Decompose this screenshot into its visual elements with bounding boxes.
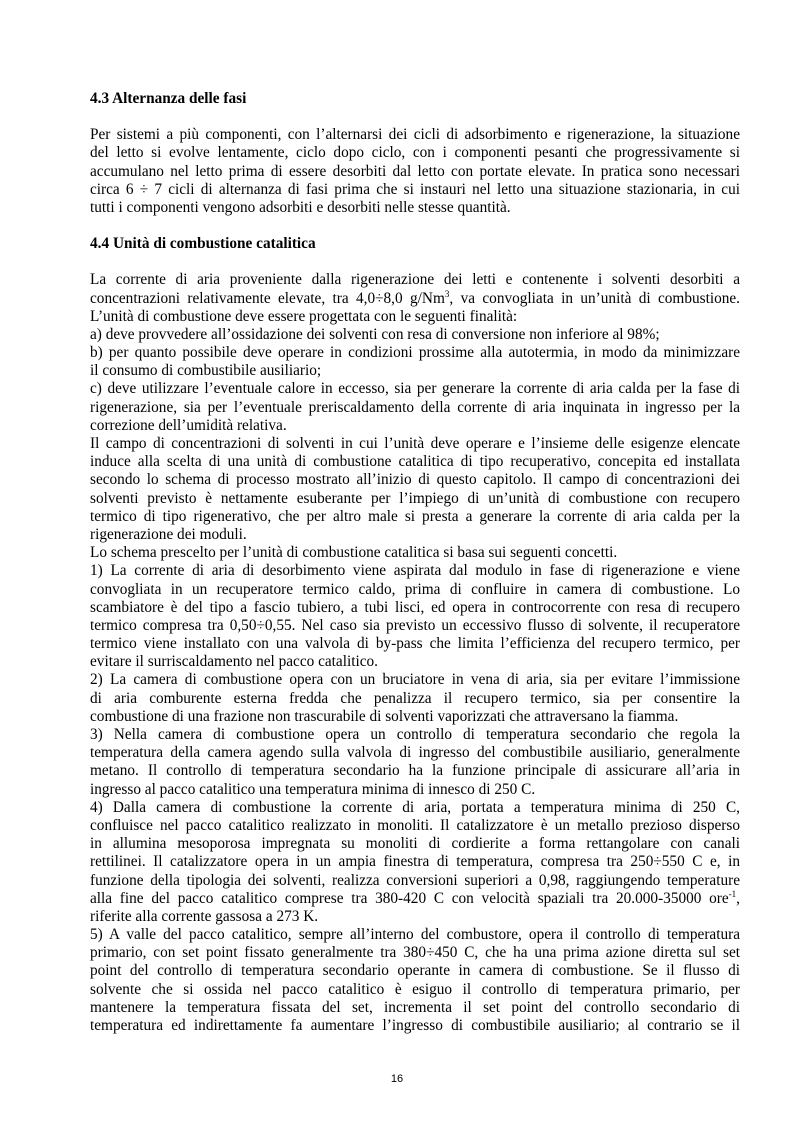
text-line: riferite alla corrente gassosa a 273 K. bbox=[90, 907, 319, 925]
text-line: di aria comburente esterna fredda che penalizza il recupero termico, sia per consentire la bbox=[90, 689, 740, 707]
text-line: 2) La camera di combustione opera con un bruciatore in vena di aria, sia per evitare l’immissione bbox=[90, 671, 740, 689]
text-line: b) per quanto possibile deve operare in condizioni prossime alla autotermia, in modo da minimizzare bbox=[90, 344, 740, 362]
text-line: mantenere la temperatura fissata del set, incrementa il set point del controllo secondario di bbox=[90, 998, 740, 1016]
text-line: termico compresa tra 0,50÷0,55. Nel caso sia previsto un eccessivo flusso di solvente, il recuperatore bbox=[90, 616, 740, 634]
text-line: funzione della tipologia dei solventi, realizza conversioni superiori a 0,98, raggiungendo temperature bbox=[90, 871, 740, 889]
text-line: tutti i componenti vengono adsorbiti e desorbiti nelle stesse quantità. bbox=[90, 198, 511, 216]
text-line: 5) A valle del pacco catalitico, sempre all’interno del combustore, opera il controllo di temperatura bbox=[90, 926, 740, 944]
text-line: correzione dell’umidità relativa. bbox=[90, 416, 287, 434]
text-line-space-velocity: alla fine del pacco catalitico comprese tra 380-420 C con velocità spaziali tra 20.000-35000 ore$^{-1}$, bbox=[90, 888, 740, 907]
text-line: convogliata in un recuperatore termico caldo, prima di confluire in camera di combustione. Lo bbox=[90, 580, 740, 598]
section-heading-4-3: 4.3 Alternanza delle fasi bbox=[90, 90, 247, 107]
text-line: Per sistemi a più componenti, con l’alternarsi dei cicli di adsorbimento e rigenerazione, la situazione bbox=[90, 126, 740, 144]
paragraph-combustione bbox=[90, 271, 740, 1035]
text-line: rettilinei. Il catalizzatore opera in un ampia finestra di temperatura, compresa tra 250÷550 C e, in bbox=[90, 853, 740, 871]
text-line: ingresso al pacco catalitico una temperatura minima di innesco di 250 C. bbox=[90, 780, 536, 798]
text-line: confluisce nel pacco catalitico realizzato in monoliti. Il catalizzatore è un metallo prezioso disperso bbox=[90, 816, 740, 834]
text-line: Lo schema prescelto per l’unità di combustione catalitica si basa sui seguenti concetti. bbox=[90, 544, 618, 562]
text-line: in allumina mesoporosa impregnata su monoliti di cordierite a forma rettangolare con canali bbox=[90, 835, 740, 853]
text-line: scambiatore è del tipo a fascio tubiero, a tubi lisci, ed opera in controcorrente con resa di recupero bbox=[90, 598, 740, 616]
text-line: termico di tipo rigenerativo, che per altro male si presta a generare la corrente di aria calda per la bbox=[90, 507, 740, 525]
text-line: 1) La corrente di aria di desorbimento viene aspirata dal modulo in fase di rigenerazione e viene bbox=[90, 562, 740, 580]
text-line-concentration: concentrazioni relativamente elevate, tra 4,0÷8,0 g/Nm$^3$, va convogliata in un’unità di combustione. bbox=[90, 288, 740, 307]
text-line: temperatura ed indirettamente fa aumentare l’ingresso di combustibile ausiliario; al contrario se il bbox=[90, 1017, 740, 1035]
text-line: temperatura della camera agendo sulla valvola di ingresso del combustibile ausiliario, generalmente bbox=[90, 744, 740, 762]
text-line: termico viene installato con una valvola di by-pass che limita l’efficienza del recupero termico, per bbox=[90, 635, 740, 653]
text-line: c) deve utilizzare l’eventuale calore in eccesso, sia per generare la corrente di aria calda per la fase di bbox=[90, 380, 740, 398]
paragraph-alternanza bbox=[90, 126, 740, 217]
page-content bbox=[90, 90, 740, 1035]
text-line: 4) Dalla camera di combustione la corrente di aria, portata a temperatura minima di 250 C, bbox=[90, 798, 740, 816]
text-line: secondo lo schema di processo mostrato all’inizio di questo capitolo. Il campo di concentrazioni dei bbox=[90, 471, 740, 489]
section-heading-4-4: 4.4 Unità di combustione catalitica bbox=[90, 235, 316, 253]
text-line: 3) Nella camera di combustione opera un controllo di temperatura secondario che regola la bbox=[90, 726, 740, 744]
text-line: L’unità di combustione deve essere progettata con le seguenti finalità: bbox=[90, 307, 518, 325]
text-line: solventi previsto è nettamente esuberante per l’impiego di un’unità di combustione con recupero bbox=[90, 489, 740, 507]
text-line: il consumo di combustibile ausiliario; bbox=[90, 362, 322, 380]
text-line: a) deve provvedere all’ossidazione dei solventi con resa di conversione non inferiore al 98%; bbox=[90, 325, 660, 343]
text-line: Il campo di concentrazioni di solventi in cui l’unità deve operare e l’insieme delle esigenze elencate bbox=[90, 435, 740, 453]
text-line: solvente che si ossida nel pacco catalitico è esiguo il controllo di temperatura primario, per bbox=[90, 980, 740, 998]
text-line: del letto si evolve lentamente, ciclo dopo ciclo, con i componenti pesanti che progressivamente si bbox=[90, 144, 740, 162]
text-line: evitare il surriscaldamento nel pacco catalitico. bbox=[90, 653, 378, 671]
text-line: rigenerazione, sia per l’eventuale preriscaldamento della corrente di aria inquinata in ingresso per la bbox=[90, 398, 740, 416]
text-line: combustione di una frazione non trascurabile di solventi vaporizzati che attraversano la fiamma. bbox=[90, 707, 679, 725]
text-line: circa 6 ÷ 7 cicli di alternanza di fasi prima che si instauri nel letto una situazione stazionaria, in cui bbox=[90, 180, 740, 198]
text-line: induce alla scelta di una unità di combustione catalitica di tipo recuperativo, concepita ed installata bbox=[90, 453, 740, 471]
text-line: metano. Il controllo di temperatura secondario ha la funzione principale di assicurare all’aria in bbox=[90, 762, 740, 780]
text-line: point del controllo di temperatura secondario operante in camera di combustione. Se il flusso di bbox=[90, 962, 740, 980]
text-line: rigenerazione dei moduli. bbox=[90, 525, 247, 543]
text-line: primario, con set point fissato generalmente tra 380÷450 C, che ha una prima azione diretta sul set bbox=[90, 944, 740, 962]
page-number: 16 bbox=[390, 1073, 404, 1085]
text-line: La corrente di aria proveniente dalla rigenerazione dei letti e contenente i solventi desorbiti a bbox=[90, 271, 740, 289]
text-line: accumulano nel letto prima di essere desorbiti dal letto con portate elevate. In pratica sono necessari bbox=[90, 162, 740, 180]
